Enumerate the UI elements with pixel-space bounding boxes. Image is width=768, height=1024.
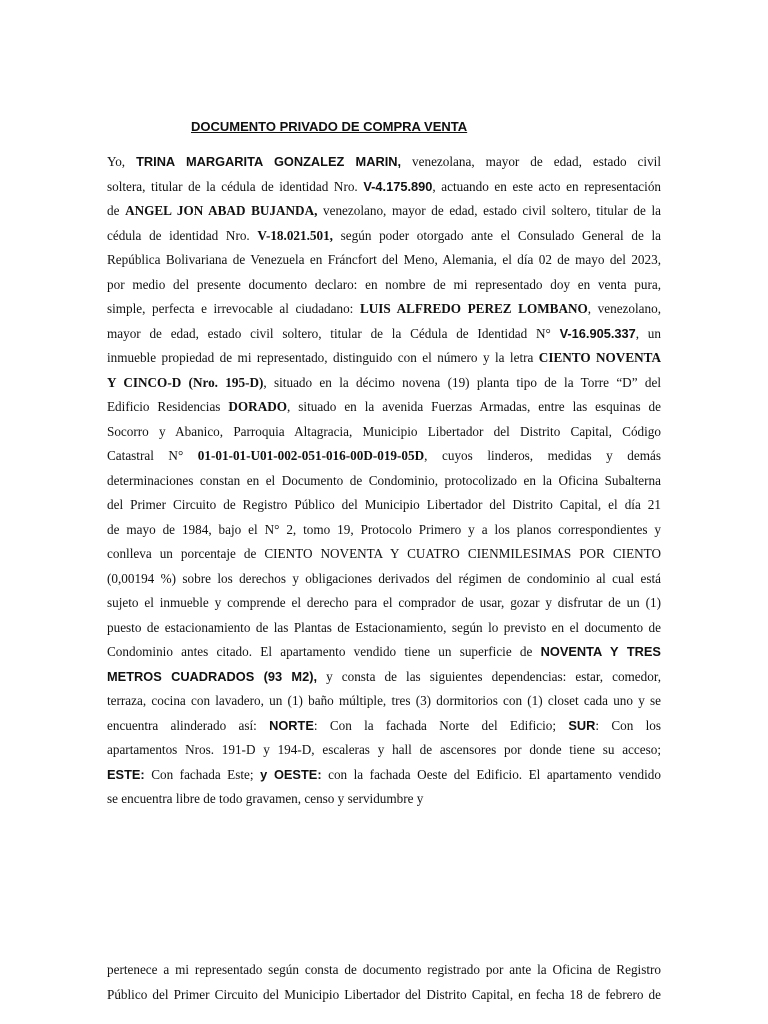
text-segment: , un: [635, 325, 661, 341]
text-line: [107, 958, 661, 983]
bold-text: 01-01-01-U01-002-051-016-00D-019-05D: [197, 448, 425, 463]
text-segment: Socorro y Abanico, Parroquia Altagracia, Municipio Libertador del Distrito Capital, Código: [107, 423, 661, 439]
text-segment: Condominio antes citado. El apartamento vendido tiene un superficie de: [107, 644, 541, 659]
text-line: [107, 346, 661, 371]
text-line: [107, 297, 661, 322]
bold-text: NORTE: [269, 717, 314, 733]
bold-text: METROS CUADRADOS (93 M2),: [107, 668, 318, 684]
text-line: [107, 248, 661, 273]
text-line: [107, 689, 661, 714]
text-segment: pertenece a mi representado según consta de documento registrado por ante la Oficina de Registro: [107, 962, 661, 977]
text-segment: inmueble propiedad de mi representado, distinguido con el número y la letra: [107, 350, 539, 365]
text-line: [107, 395, 661, 420]
text-line: [107, 591, 661, 616]
text-line: [107, 665, 661, 690]
text-line: [107, 322, 661, 347]
text-line: [107, 420, 661, 445]
text-line: [107, 640, 661, 665]
text-line: [107, 787, 661, 812]
bold-text: V-4.175.890: [363, 178, 433, 194]
text-segment: determinaciones constan en el Documento de Condominio, protocolizado en la Oficina Subalterna: [107, 472, 661, 488]
bold-text: LUIS ALFREDO PEREZ LOMBANO: [359, 301, 588, 316]
text-line: [107, 224, 661, 249]
text-line: [107, 763, 661, 788]
text-segment: Edificio Residencias: [107, 399, 229, 414]
text-segment: mayor de edad, estado civil soltero, titular de la Cédula de Identidad N°: [107, 325, 560, 341]
text-segment: cédula de identidad Nro.: [107, 227, 258, 243]
text-segment: , situado en la avenida Fuerzas Armadas, entre las esquinas de: [287, 399, 661, 414]
text-segment: de mayo de 1984, bajo el N° 2, tomo 19, Protocolo Primero y a los planos correspondientes y: [107, 521, 661, 537]
text-segment: conlleva un porcentaje de CIENTO NOVENTA Y CUATRO CIENMILESIMAS POR CIENTO: [107, 546, 661, 561]
text-segment: simple, perfecta e irrevocable al ciudadano:: [107, 301, 360, 316]
text-segment: venezolano, mayor de edad, estado civil soltero, titular de la: [317, 203, 661, 218]
text-line: [107, 567, 661, 592]
text-segment: con la fachada Oeste del Edificio. El apartamento vendido: [321, 766, 661, 782]
text-segment: sujeto el inmueble y comprende el derecho para el comprador de usar, gozar y disfrutar de un (1): [107, 595, 661, 610]
bold-text: Y CINCO-D (Nro. 195-D): [107, 374, 264, 390]
text-segment: apartamentos Nros. 191-D y 194-D, escaleras y hall de ascensores por donde tiene su acceso;: [107, 742, 661, 757]
text-segment: del Primer Circuito de Registro Público del Municipio Libertador del Distrito Capital, el día 21: [107, 497, 661, 512]
text-line: [107, 983, 661, 1008]
text-line: [107, 273, 661, 298]
text-segment: , situado en la décimo novena (19) planta tipo de la Torre “D” del: [263, 374, 661, 390]
bold-text: V-16.905.337: [559, 325, 636, 341]
bold-text: V-18.021.501,: [257, 227, 333, 243]
text-segment: según poder otorgado ante el Consulado General de la: [332, 227, 661, 243]
bold-text: TRINA MARGARITA GONZALEZ MARIN,: [136, 154, 402, 169]
text-line: [107, 714, 661, 739]
text-segment: venezolana, mayor de edad, estado civil: [401, 154, 661, 169]
text-segment: República Bolivariana de Venezuela en Fráncfort del Meno, Alemania, el día 02 de mayo del 2023,: [107, 252, 661, 267]
bold-text: DORADO: [228, 399, 288, 414]
document-title: DOCUMENTO PRIVADO DE COMPRA VENTA: [191, 119, 468, 134]
text-segment: encuentra alinderado así:: [107, 717, 270, 733]
text-segment: Con fachada Este;: [144, 766, 261, 782]
text-segment: y consta de las siguientes dependencias: estar, comedor,: [317, 668, 661, 684]
text-line: [107, 542, 661, 567]
text-segment: de: [107, 203, 126, 218]
text-segment: por medio del presente documento declaro: en nombre de mi representado doy en venta pura,: [107, 276, 661, 292]
bold-text: ESTE:: [107, 766, 145, 782]
text-line: [107, 518, 661, 543]
text-segment: (0,00194 %) sobre los derechos y obligaciones derivados del régimen de condominio al cual está: [107, 570, 661, 586]
document-body-continued: [107, 958, 661, 1007]
text-line: [107, 469, 661, 494]
text-segment: : Con la fachada Norte del Edificio;: [313, 717, 569, 733]
text-segment: Yo,: [107, 154, 137, 169]
text-segment: : Con los: [595, 717, 662, 733]
text-segment: Catastral N°: [107, 448, 198, 463]
text-line: [107, 493, 661, 518]
text-segment: Público del Primer Circuito del Municipio Libertador del Distrito Capital, en fecha 18 de febrero de: [107, 986, 661, 1002]
text-line: [107, 444, 661, 469]
text-line: [107, 616, 661, 641]
text-segment: se encuentra libre de todo gravamen, censo y servidumbre y: [107, 791, 424, 806]
bold-text: SUR: [568, 717, 596, 733]
bold-text: y OESTE:: [260, 766, 322, 782]
bold-text: ANGEL JON ABAD BUJANDA,: [125, 203, 318, 218]
text-line: [107, 371, 661, 396]
text-segment: terraza, cocina con lavadero, un (1) baño múltiple, tres (3) dormitorios con (1) closet cada uno y se: [107, 693, 661, 708]
text-segment: soltera, titular de la cédula de identidad Nro.: [107, 178, 364, 194]
text-line: [107, 150, 661, 175]
text-segment: puesto de estacionamiento de las Plantas de Estacionamiento, según lo previsto en el documento de: [107, 619, 661, 635]
text-segment: , cuyos linderos, medidas y demás: [424, 448, 661, 463]
text-segment: , venezolano,: [587, 301, 662, 316]
text-line: [107, 199, 661, 224]
bold-text: CIENTO NOVENTA: [538, 350, 661, 365]
text-segment: , actuando en este acto en representación: [432, 178, 662, 194]
bold-text: NOVENTA Y TRES: [540, 644, 661, 659]
document-body: [107, 150, 661, 812]
text-line: [107, 738, 661, 763]
text-line: [107, 175, 661, 200]
